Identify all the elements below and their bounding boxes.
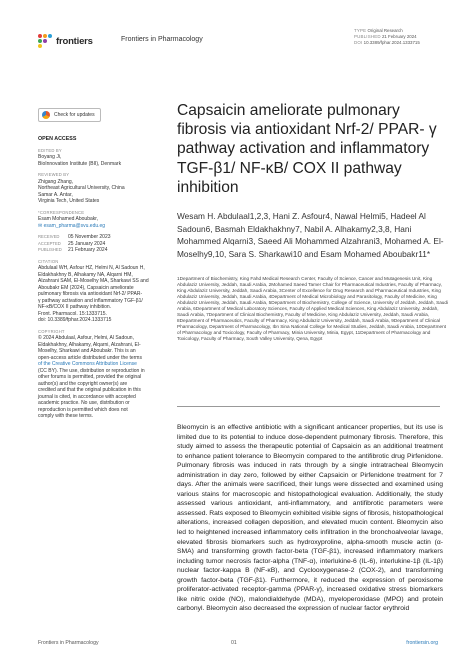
check-updates-icon [42, 111, 50, 119]
abstract: Bleomycin is an effective antibiotic with a significant anticancer properties, but its use is limited due to its potential to induce dose-dependent pulmonary fibrosis. Therefore, this study aimed to assess the therapeutic potential of Capsaicin as an additional treatment to enhance patient tolerance to Bleomycin compared to the antifibrotic drug Pirfenidone. Pulmonary fibrosis was induced in rats through by a single intratracheal Bleomycin administration in day zero, followed by either Capsaicin or Pirfenidone treatment for 7 days. After the animals were sacrificed, their lungs were dissected and examined using various stains for macroscopic and histopathological evaluation. Additionally, the study assessed various antioxidant, anti-inflammatory, and antifibrotic parameters were assessed. Rats exposed to Bleomycin exhibited visible signs of fibrosis, histopathological alterations, increased collagen deposition, and elevated mucin content. Bleomycin also led to heightened increased inflammatory cells infiltration in the bronchoalveolar lavage, elevated fibrosis biomarkers such as hydroxyproline, alpha-smooth muscle actin (α-SMA) and transforming growth factor-beta (TGF-β1), increased inflammatory markers including tumor necrosis factor-alpha (TNF-α), interlukine-6 (IL-6), interlukine-1β (IL-1β) nuclear factor-kappa B (NF-κB), and Cyclooxygenase-2 (COX-2), and transforming growth factor-beta (TGF-β1). Furthermore, it reduced the expression of peroxisome proliferator-activated receptor-gamma (PPAR-γ), increased oxidative stress biomarkers like nitric oxide (NO), malondialdehyde (MDA), myeloperoxidase (MPO) and protein carbonyl. Bleomycin also decreased the expression of nuclear factor erythroid [177, 424, 444, 613]
article-meta: TYPE Original Research PUBLISHED 21 February 2024 DOI 10.3389/fphar.2024.1333715 [354, 28, 420, 46]
doi-link[interactable]: 10.3389/fphar.2024.1333715 [363, 40, 420, 46]
open-access-label: OPEN ACCESS [38, 136, 77, 142]
email-link[interactable]: ✉ esam_pharma@svu.edu.eg [38, 222, 106, 229]
cc-license-link[interactable]: of the Creative Commons Attribution License [38, 361, 137, 367]
reviewed-by-label: REVIEWED BY [38, 172, 70, 177]
frontiers-logo[interactable] [38, 34, 93, 48]
page-number: 01 [231, 640, 237, 646]
correspondence-label: *CORRESPONDENCE [38, 209, 85, 215]
article-dates: RECEIVED 05 November 2023 ACCEPTED 25 January 2024 PUBLISHED 21 February 2024 [38, 234, 111, 253]
footer-site-link[interactable]: frontiersin.org [406, 640, 438, 646]
citation: Abdulaal WH, Asfour HZ, Helmi N, Al Sadoun H, Eldakhakhny B, Alhakamy NA, Alqarni HM, Alzahrani SAM, El-Moselhy MA, Sharkawi SS and Aboubakr EM (2024), Capsaicin ameliorate pulmonary fibrosis via antioxidant Nrf-2/ PPAR- γ pathway activation and inflammatory TGF-β1/ NF-κB/COX II pathway inhibition. Front. Pharmacol. 15:1333715. doi: 10.3389/fphar.2024.1333715 [38, 265, 149, 323]
check-for-updates-button[interactable]: Check for updates [38, 108, 101, 122]
edited-by-label: EDITED BY [38, 147, 62, 153]
article-title: Capsaicin ameliorate pulmonary fibrosis via antioxidant Nrf-2/ PPAR- γ pathway activation and inflammatory TGF-β1/ NF-κB/ COX II pathway inhibition [177, 102, 437, 196]
reviewed-by: Zhigang Zhang, Northeast Agricultural University, China Samar A. Antar, Virginia Tech, United States [38, 178, 125, 204]
frontiers-logo-icon [38, 34, 52, 48]
sidebar [38, 108, 168, 420]
page-header [38, 26, 438, 56]
correspondence: Esam Mohamed Aboubakr, ✉ esam_pharma@svu.edu.eg [38, 216, 168, 229]
footer-journal: Frontiers in Pharmacology [38, 640, 99, 646]
copyright: © 2024 Abdulaal, Asfour, Helmi, Al Sadoun, Eldakhakhny, Alhakamy, Alqarni, Alzahrani, El- Moselhy, Sharkawi and Aboubakr. This is an open-access article distributed under the terms of the Creative Commons Attribution License (CC BY). The use, distribution or reproduction in other forums is permitted, provided the original author(s) and the copyright owner(s) are credited and that the original publication in this journal is cited, in accordance with accepted academic practice. No use, distribution or reproduction is permitted which does not comply with these terms. [38, 335, 168, 420]
logo-text: frontiers [56, 35, 93, 47]
edited-by: Boyang Ji, BioInnovation Institute (BII), Denmark [38, 154, 122, 167]
author-list: Wesam H. Abdulaal1,2,3, Hani Z. Asfour4, Nawal Helmi5, Hadeel Al Sadoun6, Basmah Eldakhakhny7, Nabil A. Alhakamy2,3,8, Hani Mohammed Alqarni3, Saeed Ali Mohammed Alzahrani3, Mohamed A. El-Moselhy9,10, Sara S. Sharkawi10 and Esam Mohamed Aboubakr11* [177, 211, 444, 259]
divider [177, 406, 440, 407]
copyright-label: COPYRIGHT [38, 328, 65, 334]
affiliations: 1Department of Biochemistry, King Fahd Medical Research Center, Faculty of Science, Cancer and Mutagenesis Unit, King Abdulaziz University, Jeddah, Saudi Arabia, 2Mohamed Saeed Tamer Chair for Pharmaceutical Industries, Faculty of Pharmacy, King Abdulaziz University, Jeddah, Saudi Arabia, 3Center of Excellence for Drug Research and Pharmaceutical Industries, King Abdulaziz University, Jeddah, Saudi Arabia, 4Department of Medical Microbiology and Parasitology, Faculty of Medicine, King Abdulaziz University, Jeddah, Saudi Arabia, 5Department of Biochemistry, College of Science, University of Jeddah, Jeddah, Saudi Arabia, 6Department of Medical Laboratory Sciences, Faculty of Applied Medical Sciences, King Abdulaziz University, Jeddah, Saudi Arabia, 7Department of Clinical Biochemistry, Faculty of Medicine, King Abdulaziz University, Jeddah, Saudi Arabia, 8Department of Pharmaceutics, Faculty of Pharmacy, King Abdulaziz University, Jeddah, Saudi Arabia, 9Department of Clinical Pharmacology, Department of Pharmacology, Ibn Sina National College for Medical Studies, Jeddah, Saudi Arabia, 10Department of Pharmacology and Toxicology, Faculty of Pharmacy, Minia University, Minia, Egypt, 11Department of Pharmacology and Toxicology, Faculty of Pharmacy, South Valley University, Qena, Egypt [177, 276, 449, 342]
journal-name[interactable]: Frontiers in Pharmacology [121, 36, 203, 43]
citation-label: CITATION [38, 258, 59, 264]
